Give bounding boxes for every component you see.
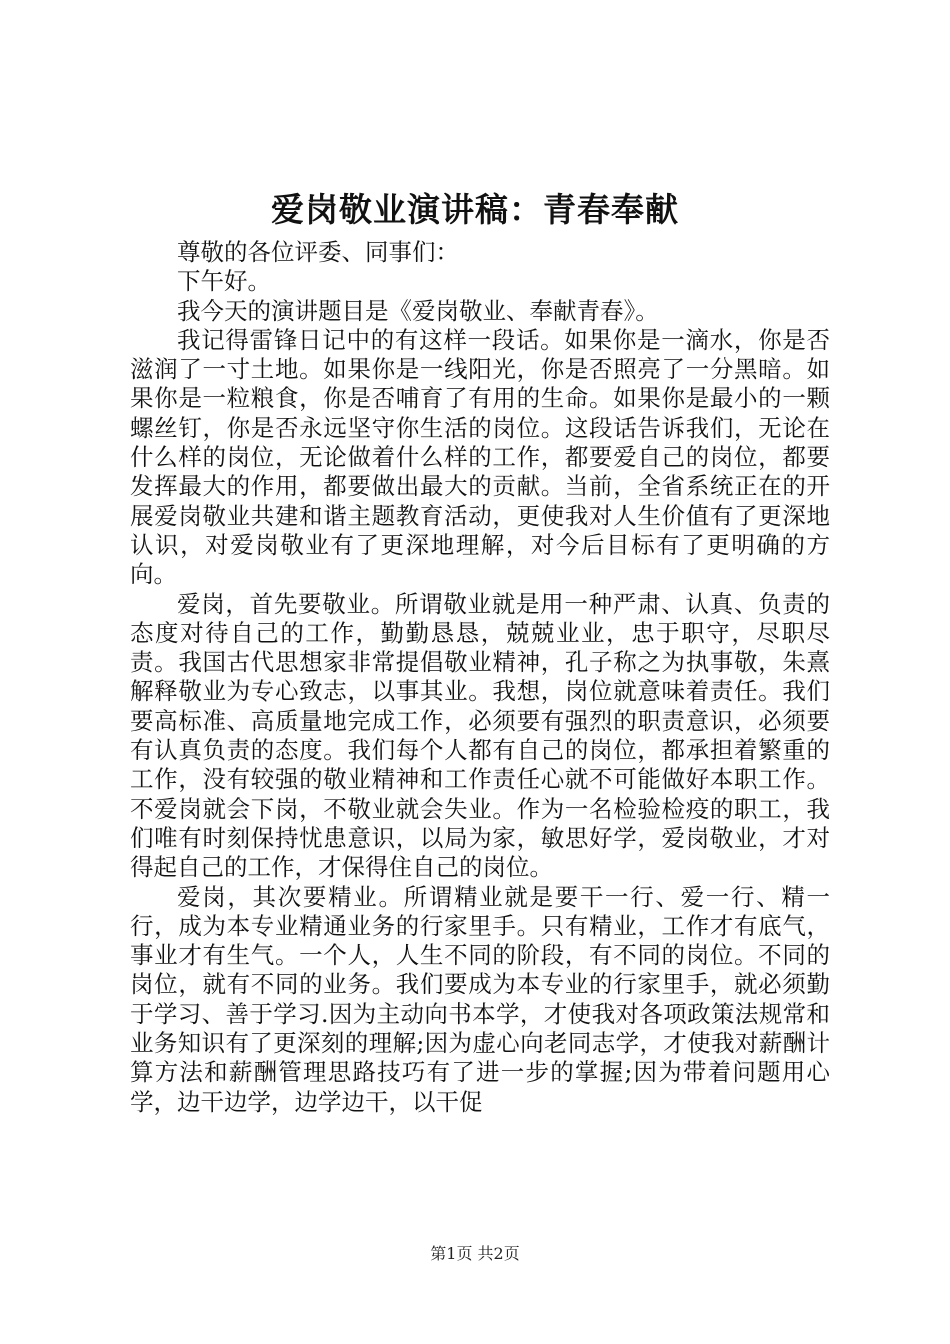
topic-paragraph: 我今天的演讲题目是《爱岗敬业、奉献青春》。 (177, 296, 659, 325)
page-title: 爱岗敬业演讲稿：青春奉献 (271, 190, 679, 229)
body-paragraph: 爱岗，其次要精业。所谓精业就是要干一行、爱一行、精一行，成为本专业精通业务的行家里手。只有精业，工作才有底气，事业才有生气。一个人，人生不同的阶段，有不同的岗位。不同的岗位，就有不同的业务。我们要成为本专业的行家里手，就必须勤于学习、善于学习.因为主动向书本学，才使我对各项政策法规常和业务知识有了更深刻的理解;因为虚心向老同志学，才使我对薪酬计算方法和薪酬管理思路技巧有了进一步的掌握;因为带着问题用心学，边干边学，边学边干，以干促 (130, 882, 830, 1116)
greeting-paragraph: 下午好。 (177, 267, 271, 296)
document-body (130, 238, 830, 1117)
page-footer: 第1页 共2页 (430, 1244, 520, 1263)
body-paragraph: 爱岗，首先要敬业。所谓敬业就是用一种严肃、认真、负责的态度对待自己的工作，勤勤恳恳，兢兢业业，忠于职守，尽职尽责。我国古代思想家非常提倡敬业精神，孔子称之为执事敬，朱熹解释敬业为专心致志，以事其业。我想，岗位就意味着责任。我们要高标准、高质量地完成工作，必须要有强烈的职责意识，必须要有认真负责的态度。我们每个人都有自己的岗位，都承担着繁重的工作，没有较强的敬业精神和工作责任心就不可能做好本职工作。不爱岗就会下岗，不敬业就会失业。作为一名检验检疫的职工，我们唯有时刻保持忧患意识，以局为家，敏思好学，爱岗敬业，才对得起自己的工作，才保得住自己的岗位。 (130, 589, 830, 882)
salutation-paragraph: 尊敬的各位评委、同事们： (177, 238, 459, 266)
body-paragraph: 我记得雷锋日记中的有这样一段话。如果你是一滴水，你是否滋润了一寸土地。如果你是一线阳光，你是否照亮了一分黑暗。如果你是一粒粮食，你是否哺育了有用的生命。如果你是最小的一颗螺丝钉，你是否永远坚守你生活的岗位。这段话告诉我们，无论在什么样的岗位，无论做着什么样的工作，都要爱自己的岗位，都要发挥最大的作用，都要做出最大的贡献。当前，全省系统正在的开展爱岗敬业共建和谐主题教育活动，更使我对人生价值有了更深地认识，对爱岗敬业有了更深地理解，对今后目标有了更明确的方向。 (130, 325, 830, 589)
